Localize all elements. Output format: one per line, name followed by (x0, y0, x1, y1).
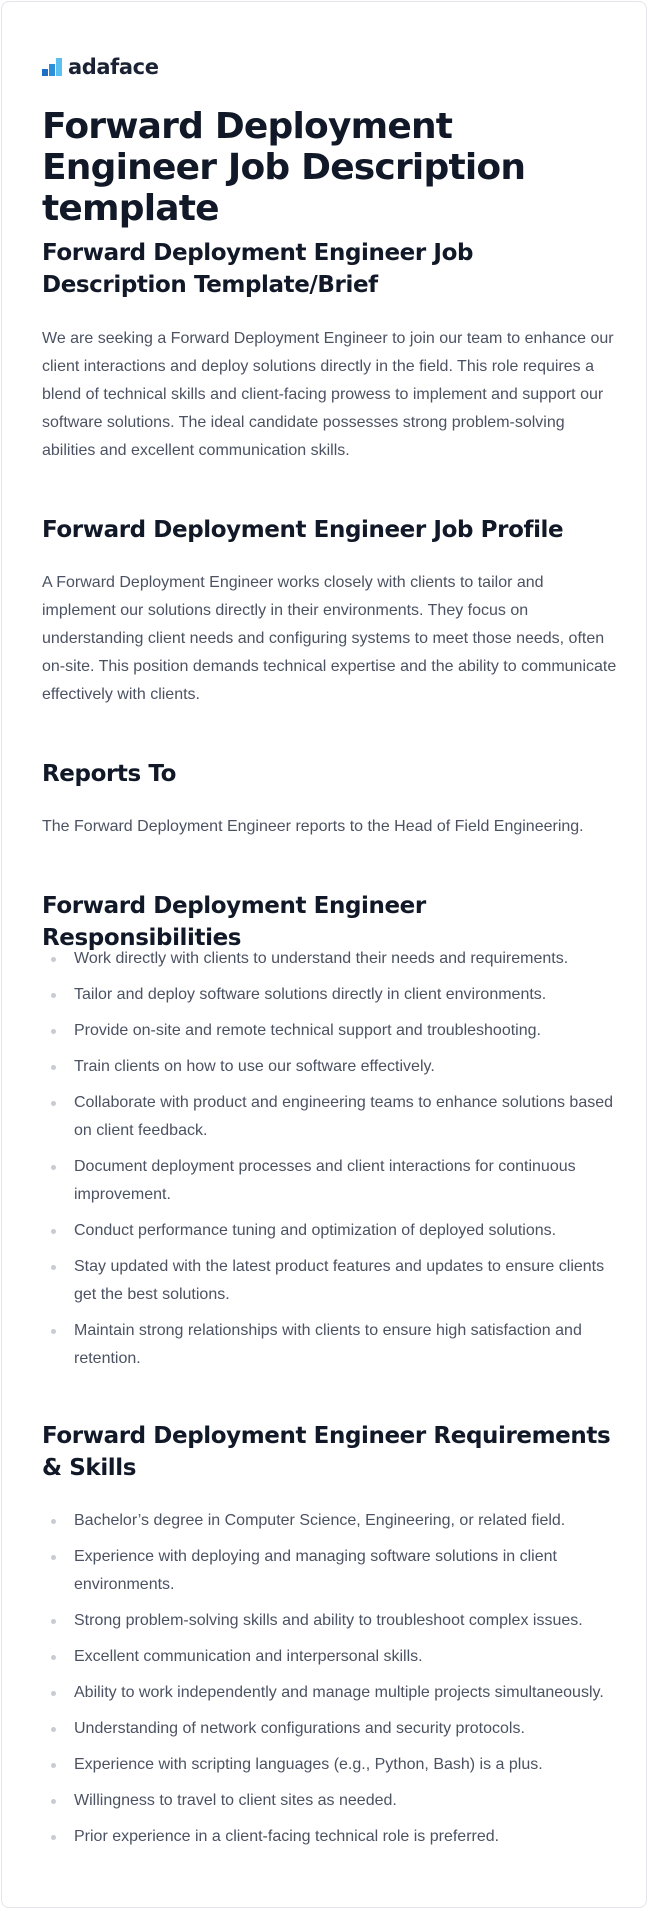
requirements-heading: Forward Deployment Engineer Requirements & Skills (42, 1423, 611, 1481)
brand-name: adaface (68, 55, 159, 79)
list-item: Excellent communication and interpersonal skills. (42, 1643, 617, 1671)
list-item: Collaborate with product and engineering teams to enhance solutions based on client feedback. (42, 1089, 617, 1145)
profile-body: A Forward Deployment Engineer works closely with clients to tailor and implement our solutions directly in their environments. They focus on understanding client needs and configuring systems to meet those needs, often on-site. This position demands technical expertise and the ability to communicate effectively with clients. (42, 574, 617, 703)
list-item: Stay updated with the latest product features and updates to ensure clients get the best solutions. (42, 1253, 617, 1309)
list-item: Prior experience in a client-facing technical role is preferred. (42, 1823, 617, 1851)
list-item: Maintain strong relationships with clients to ensure high satisfaction and retention. (42, 1317, 617, 1373)
list-item: Provide on-site and remote technical support and troubleshooting. (42, 1017, 617, 1045)
page-title: Forward Deployment Engineer Job Description template (42, 106, 526, 229)
requirements-list (42, 1507, 617, 1859)
list-item: Work directly with clients to understand their needs and requirements. (42, 945, 617, 973)
profile-heading: Forward Deployment Engineer Job Profile (42, 517, 564, 543)
list-item: Document deployment processes and client interactions for continuous improvement. (42, 1153, 617, 1209)
reports-to-heading: Reports To (42, 761, 177, 787)
reports-to-body: The Forward Deployment Engineer reports to the Head of Field Engineering. (42, 818, 584, 835)
list-item: Experience with scripting languages (e.g., Python, Bash) is a plus. (42, 1751, 617, 1779)
list-item: Train clients on how to use our software effectively. (42, 1053, 617, 1081)
responsibilities-heading: Forward Deployment Engineer Responsibilities (42, 893, 426, 951)
list-item: Willingness to travel to client sites as needed. (42, 1787, 617, 1815)
responsibilities-list (42, 945, 617, 1381)
list-item: Conduct performance tuning and optimization of deployed solutions. (42, 1217, 617, 1245)
list-item: Experience with deploying and managing software solutions in client environments. (42, 1543, 617, 1599)
list-item: Ability to work independently and manage multiple projects simultaneously. (42, 1679, 617, 1707)
list-item: Strong problem-solving skills and ability to troubleshoot complex issues. (42, 1607, 617, 1635)
list-item: Understanding of network configurations and security protocols. (42, 1715, 617, 1743)
brand-logo[interactable] (42, 54, 159, 80)
brief-body: We are seeking a Forward Deployment Engineer to join our team to enhance our client interactions and deploy solutions directly in the field. This role requires a blend of technical skills and client-facing prowess to implement and support our software solutions. The ideal candidate possesses strong problem-solving abilities and excellent communication skills. (42, 330, 614, 459)
brief-heading: Forward Deployment Engineer Job Description Template/Brief (42, 240, 474, 298)
adaface-bars-icon (42, 56, 64, 78)
document-card (1, 1, 647, 1908)
list-item: Bachelor’s degree in Computer Science, Engineering, or related field. (42, 1507, 617, 1535)
list-item: Tailor and deploy software solutions directly in client environments. (42, 981, 617, 1009)
